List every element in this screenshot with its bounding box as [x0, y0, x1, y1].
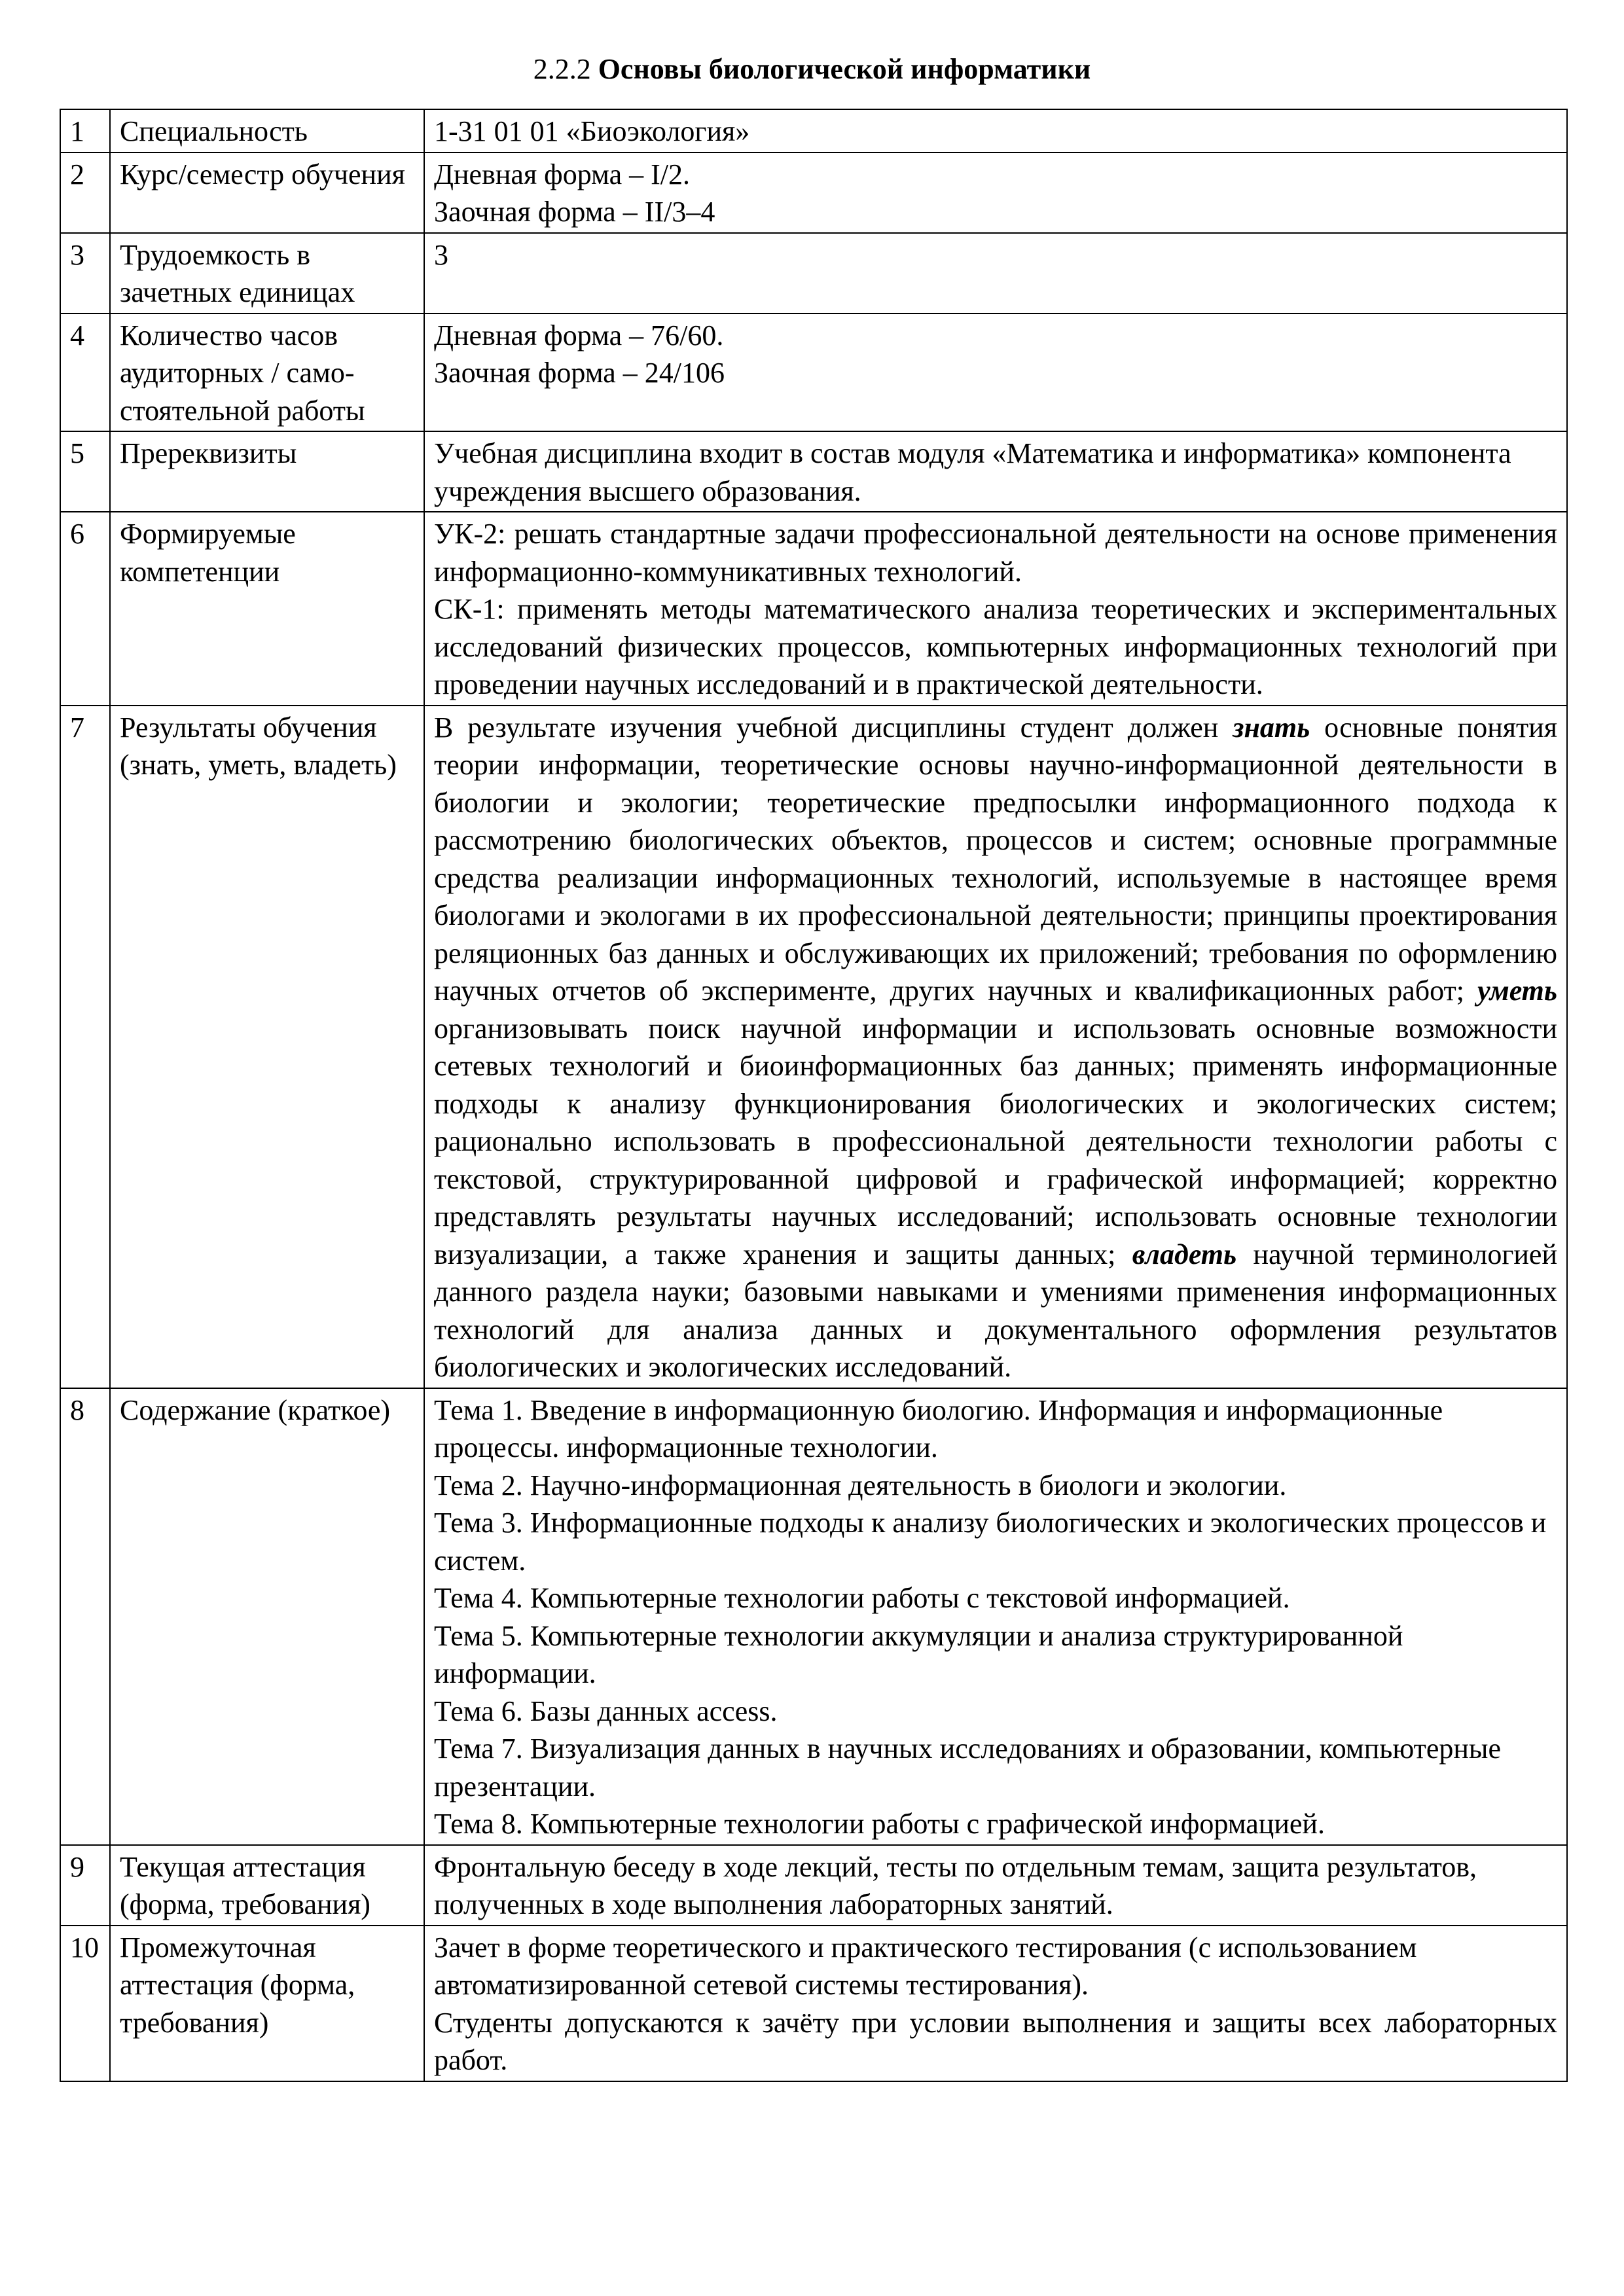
row-value	[424, 1926, 1567, 2081]
row-label: Результаты обучения (знать, уметь, владеть)	[110, 706, 424, 1388]
row-number: 7	[60, 706, 110, 1388]
row-label: Текущая аттестация (форма, требования)	[110, 1845, 424, 1926]
value-line: Учебная дисциплина входит в состав модуля «Математика и информатика» компонента учреждения высшего образования.	[434, 437, 1511, 507]
row-label: Пререквизиты	[110, 431, 424, 512]
value-line: Заочная форма – II/3–4	[434, 196, 715, 228]
table-row	[60, 152, 1567, 233]
row-number: 4	[60, 314, 110, 432]
emphasis-can: уметь	[1477, 975, 1557, 1007]
topic-item: Тема 2. Научно-информационная деятельность в биологи и экологии.	[434, 1469, 1287, 1501]
topic-item: Тема 6. Базы данных access.	[434, 1695, 778, 1727]
title-number: 2.2.2	[533, 53, 591, 85]
outcomes-text: В результате изучения учебной дисциплины студент должен	[434, 711, 1233, 744]
row-value	[424, 512, 1567, 706]
value-line: УК-2: решать стандартные задачи профессиональной деятельности на основе применения информационно-коммуникативных технологий.	[434, 518, 1557, 588]
row-number: 6	[60, 512, 110, 706]
value-line: СК-1: применять методы математического анализа теоретических и экспериментальных исследований физических процессов, компьютерных информационных технологий при проведении научных исследований и в практической деятельности.	[434, 593, 1557, 700]
row-number: 2	[60, 152, 110, 233]
row-value	[424, 1388, 1567, 1845]
row-value	[424, 109, 1567, 152]
table-row	[60, 109, 1567, 152]
table-row	[60, 233, 1567, 314]
value-line: Студенты допускаются к зачёту при условии выполнения и защиты всех лабораторных работ.	[434, 2006, 1557, 2076]
table-row	[60, 1845, 1567, 1926]
row-value	[424, 1845, 1567, 1926]
value-line: 3	[434, 238, 448, 271]
topic-item: Тема 1. Введение в информационную биологию. Информация и информационные процессы. информационные технологии.	[434, 1393, 1443, 1463]
topic-item: Тема 3. Информационные подходы к анализу биологических и экологических процессов и систем.	[434, 1507, 1547, 1577]
row-label: Специальность	[110, 109, 424, 152]
topic-item: Тема 4. Компьютерные технологии работы с текстовой информацией.	[434, 1582, 1290, 1614]
row-number: 8	[60, 1388, 110, 1845]
table-row	[60, 314, 1567, 432]
value-line: Дневная форма – 76/60.	[434, 319, 724, 351]
topic-item: Тема 5. Компьютерные технологии аккумуляции и анализа структурированной информации.	[434, 1619, 1403, 1689]
row-label: Трудоемкость в зачетных единицах	[110, 233, 424, 314]
row-value	[424, 706, 1567, 1388]
row-number: 5	[60, 431, 110, 512]
topic-item: Тема 8. Компьютерные технологии работы с графической информацией.	[434, 1808, 1325, 1840]
row-number: 10	[60, 1926, 110, 2081]
table-row	[60, 706, 1567, 1388]
value-line: Фронтальную беседу в ходе лекций, тесты по отдельным темам, защита результатов, полученных в ходе выполнения лабораторных занятий.	[434, 1850, 1477, 1920]
value-line: Дневная форма – I/2.	[434, 158, 690, 190]
row-number: 9	[60, 1845, 110, 1926]
row-value	[424, 233, 1567, 314]
table-row	[60, 1926, 1567, 2081]
table-row	[60, 431, 1567, 512]
row-value	[424, 314, 1567, 432]
topic-item: Тема 7. Визуализация данных в научных исследованиях и образовании, компьютерные презентации.	[434, 1732, 1502, 1803]
row-label: Курс/семестр обучения	[110, 152, 424, 233]
value-line: Зачет в форме теоретического и практического тестирования (с использованием автоматизированной сетевой системы тестирования).	[434, 1931, 1417, 2001]
emphasis-know: знать	[1233, 711, 1310, 744]
row-label: Количество часов аудиторных / само-стоятельной работы	[110, 314, 424, 432]
outcomes-text: научной терминологией данного раздела науки; базовыми навыками и умениями применения информационных технологий для анализа данных и документального оформления результатов биологических и экологических исследований.	[434, 1238, 1557, 1383]
row-number: 3	[60, 233, 110, 314]
value-line: 1-31 01 01 «Биоэкология»	[434, 115, 750, 147]
row-value	[424, 152, 1567, 233]
row-label: Содержание (краткое)	[110, 1388, 424, 1845]
emphasis-master: владеть	[1132, 1238, 1237, 1270]
page-title	[0, 51, 1624, 88]
title-name: Основы биологической информатики	[598, 53, 1091, 85]
row-value	[424, 431, 1567, 512]
value-line: Заочная форма – 24/106	[434, 357, 725, 389]
table-row	[60, 1388, 1567, 1845]
discipline-table	[60, 109, 1568, 2082]
row-label: Формируемые компетенции	[110, 512, 424, 706]
row-number: 1	[60, 109, 110, 152]
row-label: Промежуточная аттестация (форма, требования)	[110, 1926, 424, 2081]
outcomes-text: организовывать поиск научной информации и использовать основные возможности сетевых технологий и биоинформационных баз данных; применять информационные подходы к анализу функционирования биологических и экологических систем; рационально использовать в профессиональной деятельности технологии работы с текстовой, структурированной цифровой и графической информацией; корректно представлять результаты научных исследований; использовать основные технологии визуализации, а также хранения и защиты данных;	[434, 1012, 1557, 1270]
table-row	[60, 512, 1567, 706]
outcomes-text: основные понятия теории информации, теоретические основы научно-информационной деятельности в биологии и экологии; теоретические предпосылки информационного подхода к рассмотрению биологических объектов, процессов и систем; основные программные средства реализации информационных технологий, используемые в настоящее время биологами и экологами в их профессиональной деятельности; принципы проектирования реляционных баз данных и обслуживающих их приложений; требования по оформлению научных отчетов об эксперименте, других научных и квалификационных работ;	[434, 711, 1557, 1007]
learning-outcomes-text	[434, 709, 1557, 1386]
